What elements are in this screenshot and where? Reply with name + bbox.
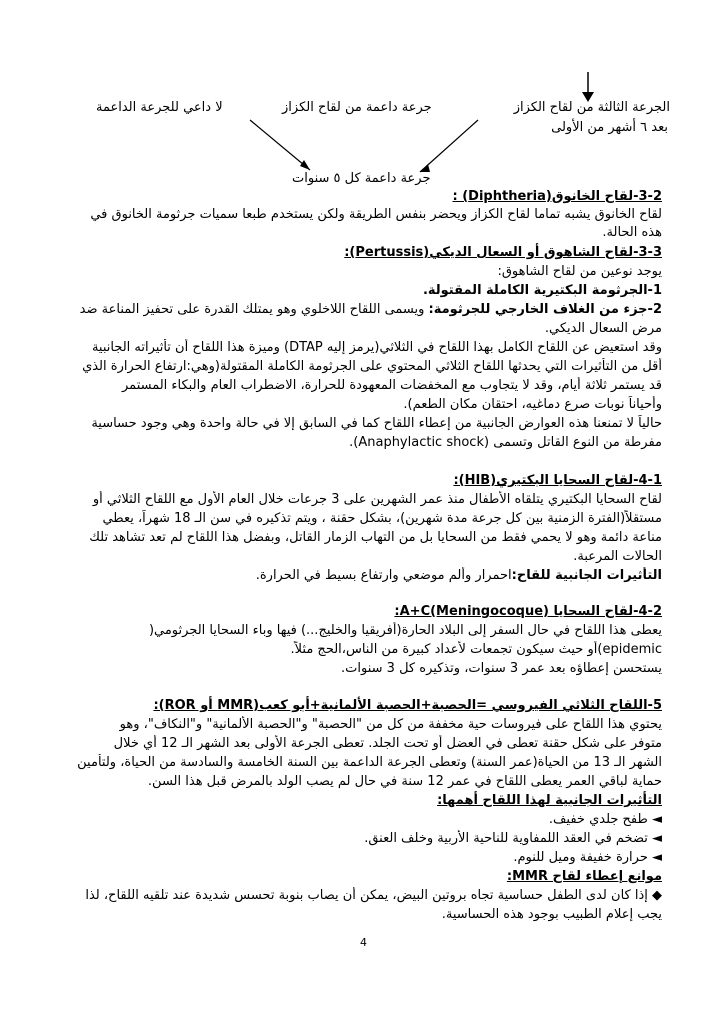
mmr-effect-2: [62, 830, 662, 848]
bullet-arrow-icon: ◄: [652, 831, 662, 846]
bullet-arrow-icon: ◄: [652, 850, 662, 865]
arrow-to-booster-left: [250, 120, 310, 170]
pertussis-type-2: [62, 301, 662, 319]
flow-third-dose: الجرعة الثالثة من لقاح الكزاز: [513, 100, 670, 115]
hib-heading: 4-1-لقاح السحايا البكتيري(HIB):: [453, 473, 662, 488]
pertussis-line-2: أقل من التأثيرات التي يحدثها اللقاح الثلاثي المحتوي على الجرثومة الكاملة المقتولة(وهي:ارتفاع الحرارة الذي: [82, 359, 662, 374]
pertussis-line-5: حالياً لا تمنعنا هذه العوارض الجانبية من إعطاء اللقاح كما في السابق إلا في حالة واحدة وهي وجود حساسية: [91, 416, 662, 431]
hib-line-1: لقاح السحايا البكتيري يتلقاه الأطفال منذ عمر الشهرين على 3 جرعات خلال العام الأول مع اللقاح الثلاثي أو: [92, 492, 662, 507]
bullet-diamond-icon: ◆: [652, 888, 662, 903]
meningo-heading: 4-2-لقاح السحايا A+C(Meningocoque):: [394, 604, 662, 619]
diphtheria-line-2: هذه الحالة.: [602, 225, 662, 240]
hib-side-effects-text: احمرار وألم موضعي وارتفاع بسيط في الحرارة.: [255, 568, 512, 583]
pertussis-type-2-label: 2-جزء من الغلاف الخارجي للجرثومة:: [428, 302, 662, 317]
mmr-effect-1-text: طفح جلدي خفيف.: [548, 812, 648, 827]
pertussis-type-1: 1-الجرثومة البكتيرية الكاملة المقتولة.: [422, 283, 662, 298]
mmr-effect-3: [62, 849, 662, 867]
pertussis-type-2-cont: مرض السعال الديكي.: [544, 321, 662, 336]
mmr-contra-line-2: يجب إعلام الطبيب بوجود هذه الحساسية.: [441, 907, 662, 922]
arrow-to-booster-right: [420, 120, 478, 172]
meningo-line-1: يعطى هذا اللقاح في حال السفر إلى البلاد الحارة(أفريقيا والخليج...) فيها وباء السحايا الجرثومي(: [148, 623, 662, 638]
diphtheria-heading: 3-2-لقاح الخانوق(Diphtheria) :: [452, 189, 662, 204]
mmr-contra-heading: موانع إعطاء لقاح MMR:: [506, 869, 662, 884]
mmr-effect-3-text: حرارة خفيفة وميل للنوم.: [513, 850, 648, 865]
mmr-contra-line-1-text: إذا كان لدى الطفل حساسية تجاه بروتين البيض، يمكن أن يصاب بنوبة تحسس شديدة عند تلقيه اللقاح، لذا: [85, 888, 648, 903]
meningo-line-2: epidemic)أو حيث سيكون تجمعات لأعداد كبيرة من الناس،الحج مثلاً.: [290, 642, 662, 657]
pertussis-type-2-text: ويسمى اللقاح اللاخلوي وهو يمتلك القدرة على تحفيز المناعة ضد: [79, 302, 429, 317]
mmr-effect-1: [62, 811, 662, 829]
mmr-heading: 5-اللقاح الثلاثي الفيروسي =الحصبة+الحصبة الألمانية+أبو كعب(MMR أو ROR):: [153, 698, 662, 713]
flow-booster-every-5: جرعة داعمة كل ٥ سنوات: [292, 171, 431, 186]
mmr-line-2: متوفر على شكل حقنة تعطى في العضل أو تحت الجلد. تعطى الجرعة الأولى بعد الشهر الـ 12 أي خلال: [113, 736, 662, 751]
pertussis-line-1: وقد استعيض عن اللقاح الكامل بهذا اللقاح في الثلاثي(يرمز إليه DTAP) وميزة هذا اللقاح أن تأثيراته الجانبية: [91, 340, 662, 355]
flow-third-dose-timing: بعد ٦ أشهر من الأولى: [551, 120, 668, 135]
pertussis-intro: يوجد نوعين من لقاح الشاهوق:: [497, 264, 662, 279]
mmr-line-3: الشهر الـ 13 من الحياة(عمر السنة) وتعطى الجرعة الداعمة بين السنة الخامسة والسادسة من الحياة، ولتأمين: [77, 755, 662, 770]
diphtheria-line-1: لقاح الخانوق يشبه تماما لقاح الكزاز ويحضر بنفس الطريقة ولكن يستخدم طبعا سميات جرثومة الخانوق في: [90, 207, 662, 222]
pertussis-heading: 3-3-لقاح الشاهوق أو السعال الديكي(Pertussis):: [344, 245, 662, 260]
mmr-line-1: يحتوي هذا اللقاح على فيروسات حية مخففة من كل من "الحصبة" و"الحصبة الألمانية" و"النكاف"، وهو: [119, 717, 662, 732]
mmr-effect-2-text: تضخم في العقد اللمفاوية للناحية الأربية وخلف العنق.: [364, 831, 648, 846]
pertussis-line-4: وأحياناً نوبات صرع دماغيه، احتقان مكان الطعم).: [403, 397, 662, 412]
hib-side-effects: [62, 567, 662, 585]
flow-no-booster: لا داعي للجرعة الداعمة: [96, 100, 223, 115]
arrow-head-left: [300, 160, 310, 170]
bullet-arrow-icon: ◄: [652, 812, 662, 827]
meningo-line-3: يستحسن إعطاؤه بعد عمر 3 سنوات، وتذكيره كل 3 سنوات.: [341, 661, 662, 676]
hib-side-effects-label: التأثيرات الجانبية للقاح:: [511, 568, 662, 583]
hib-line-3: مناعة دائمة وهو لا يحمي فقط من السحايا بل من التهاب الزمار القاتل، وبفضل هذا اللقاح لم تعد تشاهد تلك: [89, 530, 662, 545]
hib-line-2: مستقلاً(الفترة الزمنية بين كل جرعة مدة شهرين)، بشكل حقنة ، ويتم تذكيره في سن الـ 18 شهراً، يعطي: [102, 511, 662, 526]
page-number: 4: [360, 936, 367, 949]
flow-booster-tetanus: جرعة داعمة من لقاح الكزاز: [282, 100, 432, 115]
hib-line-4: الحالات المرعبة.: [573, 549, 662, 564]
mmr-line-4: حماية لباقي العمر يعطى اللقاح في عمر 12 سنة في حال لم يصب الولد بالمرض قبل هذا السن.: [147, 774, 662, 789]
pertussis-line-3: قد يستمر ثلاثة أيام، وقد لا يتجاوب مع المخفضات المعهودة للحرارة، الاضطراب العام والبكاء المستمر: [122, 378, 662, 393]
mmr-side-effects-label: التأثيرات الجانبية لهذا اللقاح أهمها:: [437, 793, 662, 808]
mmr-contra-line-1: [62, 887, 662, 905]
pertussis-line-6: مفرطة من النوع القاتل وتسمى (Anaphylactic shock).: [349, 435, 662, 450]
